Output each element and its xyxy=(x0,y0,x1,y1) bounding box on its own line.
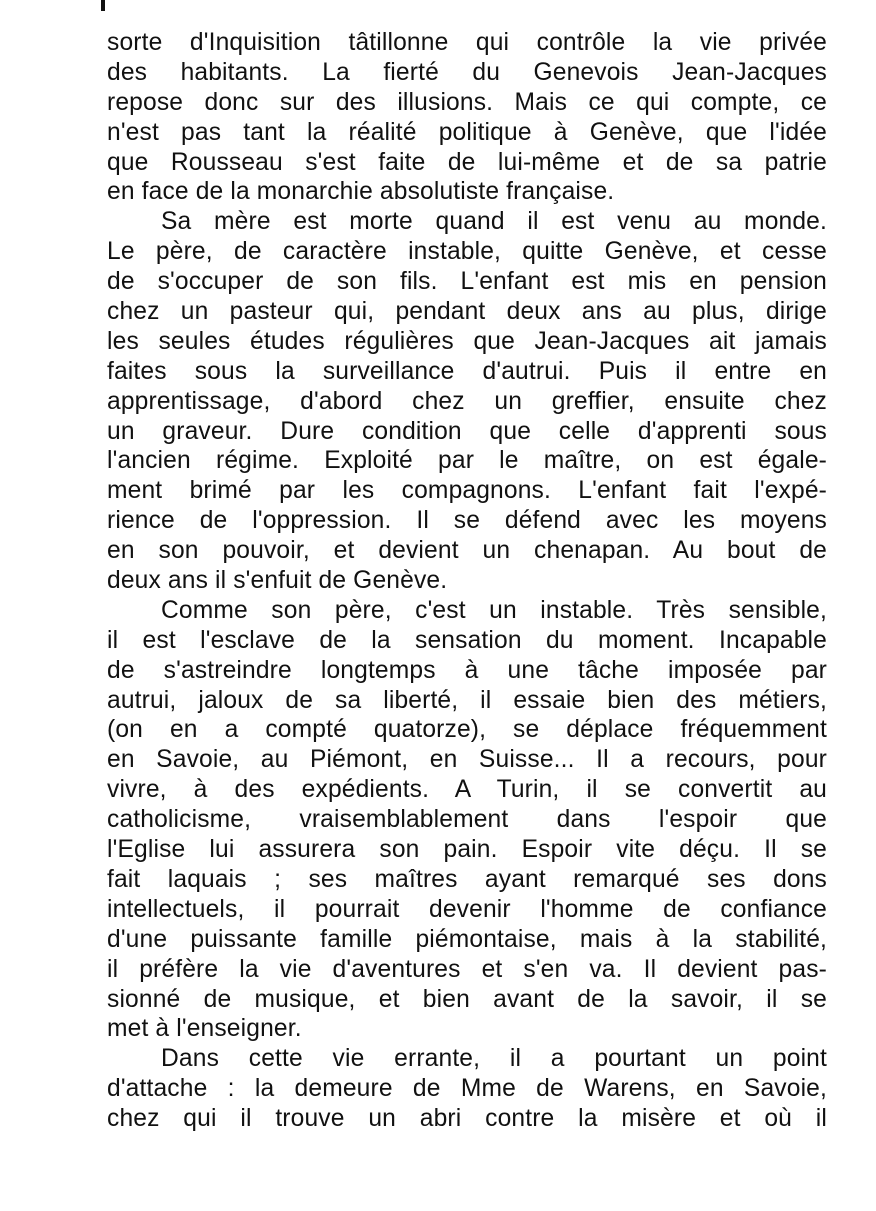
text-line: n'est pas tant la réalité politique à Genève, que l'idée xyxy=(107,118,827,146)
text-line: sorte d'Inquisition tâtillonne qui contrôle la vie privée xyxy=(107,29,827,56)
text-line: apprentissage, d'abord chez un greffier, ensuite chez xyxy=(107,387,827,415)
text-line: catholicisme, vraisemblablement dans l'espoir que xyxy=(107,806,827,834)
text-line: d'attache : la demeure de Mme de Warens, en Savoie, xyxy=(107,1075,827,1103)
text-line: l'Eglise lui assurera son pain. Espoir vite déçu. Il se xyxy=(107,836,827,864)
text-line: rience de l'oppression. Il se défend avec les moyens xyxy=(107,507,827,535)
text-line: chez un pasteur qui, pendant deux ans au plus, dirige xyxy=(107,298,827,326)
text-line: Le père, de caractère instable, quitte Genève, et cesse xyxy=(107,238,827,266)
text-line: de s'astreindre longtemps à une tâche imposée par xyxy=(107,656,827,684)
text-line: fait laquais ; ses maîtres ayant remarqué ses dons xyxy=(107,865,827,893)
text-line: des habitants. La fierté du Genevois Jean-Jacques xyxy=(107,58,827,86)
text-line: en Savoie, au Piémont, en Suisse... Il a recours, pour xyxy=(107,746,827,774)
text-line: de s'occuper de son fils. L'enfant est mis en pension xyxy=(107,268,827,296)
text-line: (on en a compté quatorze), se déplace fréquemment xyxy=(107,716,827,744)
text-line: sionné de musique, et bien avant de la savoir, il se xyxy=(107,985,827,1013)
paragraph-first-line: Sa mère est morte quand il est venu au monde. xyxy=(161,208,827,236)
paragraph-first-line: Dans cette vie errante, il a pourtant un point xyxy=(161,1045,827,1073)
text-line: faites sous la surveillance d'autrui. Puis il entre en xyxy=(107,357,827,385)
text-line: il préfère la vie d'aventures et s'en va. Il devient pas- xyxy=(107,955,827,983)
text-line: chez qui il trouve un abri contre la misère et où il xyxy=(107,1105,827,1133)
text-line: autrui, jaloux de sa liberté, il essaie bien des métiers, xyxy=(107,686,827,714)
text-line: que Rousseau s'est faite de lui-même et de sa patrie xyxy=(107,148,827,176)
text-line: repose donc sur des illusions. Mais ce qui compte, ce xyxy=(107,88,827,116)
text-line: ment brimé par les compagnons. L'enfant fait l'expé- xyxy=(107,477,827,505)
text-line: vivre, à des expédients. A Turin, il se convertit au xyxy=(107,776,827,804)
text-line: un graveur. Dure condition que celle d'apprenti sous xyxy=(107,417,827,445)
text-line: il est l'esclave de la sensation du moment. Incapable xyxy=(107,626,827,654)
text-line: l'ancien régime. Exploité par le maître, on est égale- xyxy=(107,447,827,475)
paragraph-first-line: Comme son père, c'est un instable. Très sensible, xyxy=(161,596,827,624)
body-text xyxy=(107,28,827,1134)
text-line: en son pouvoir, et devient un chenapan. Au bout de xyxy=(107,537,827,565)
text-line: deux ans il s'enfuit de Genève. xyxy=(107,567,448,595)
text-line: met à l'enseigner. xyxy=(107,1015,302,1043)
text-line: intellectuels, il pourrait devenir l'homme de confiance xyxy=(107,895,827,923)
text-line: les seules études régulières que Jean-Jacques ait jamais xyxy=(107,327,827,355)
text-line: d'une puissante famille piémontaise, mais à la stabilité, xyxy=(107,925,827,953)
page-margin-mark xyxy=(101,0,105,11)
text-line: en face de la monarchie absolutiste française. xyxy=(107,178,615,206)
